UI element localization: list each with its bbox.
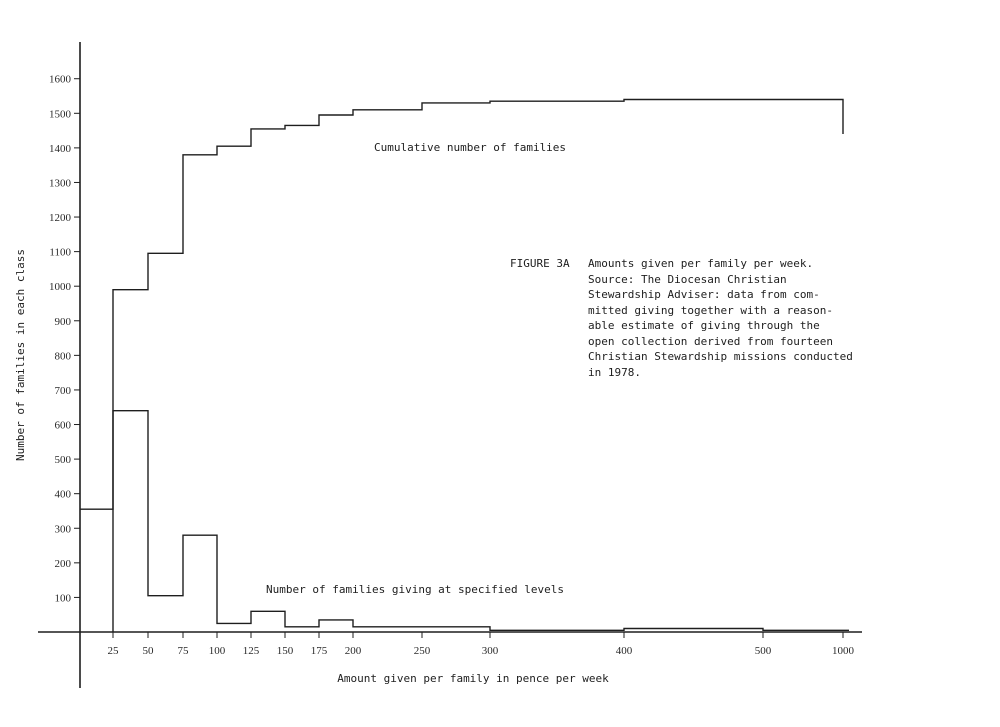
y-tick-label: 1500 <box>49 108 71 121</box>
y-axis-label: Number of families in each class <box>14 249 27 461</box>
figure-number: FIGURE 3A <box>510 257 570 270</box>
y-tick-label: 1200 <box>49 212 71 225</box>
caption-line: Stewardship Adviser: data from com- <box>588 288 820 301</box>
y-tick-label: 500 <box>54 454 71 467</box>
y-tick-label: 1400 <box>49 142 71 155</box>
y-tick-label: 400 <box>54 488 71 501</box>
caption-line: Source: The Diocesan Christian <box>588 272 787 286</box>
x-tick-label: 300 <box>481 645 499 657</box>
y-tick-label: 1000 <box>49 281 71 294</box>
x-tick-label: 200 <box>344 645 362 657</box>
y-tick-label: 300 <box>54 523 71 536</box>
x-tick-label: 25 <box>107 645 119 657</box>
x-tick-label: 150 <box>276 645 294 657</box>
x-tick-label: 175 <box>310 645 328 657</box>
y-tick-label: 1600 <box>49 73 71 86</box>
caption-text <box>588 256 888 380</box>
x-tick-label: 50 <box>142 645 154 657</box>
x-axis-label: Amount given per family in pence per week <box>337 672 609 685</box>
y-tick-label: 200 <box>54 557 71 570</box>
caption-line: open collection derived from fourteen <box>588 334 834 348</box>
y-tick-label: 800 <box>54 350 71 363</box>
y-tick-label: 1100 <box>49 246 71 259</box>
series-label-specified-levels: Number of families giving at specified levels <box>266 583 565 596</box>
y-tick-label: 700 <box>54 384 71 397</box>
x-tick-label: 250 <box>413 645 431 657</box>
caption-line: Amounts given per family per week. <box>588 257 814 270</box>
y-tick-label: 900 <box>54 315 71 328</box>
x-tick-label: 100 <box>208 645 226 657</box>
y-axis-ticks <box>49 74 80 605</box>
caption-line: Christian Stewardship missions conducted <box>588 350 853 363</box>
caption-line: in 1978. <box>588 365 641 379</box>
families-at-level-line <box>80 411 849 631</box>
x-tick-label: 400 <box>615 645 633 657</box>
x-tick-label: 500 <box>754 645 772 657</box>
caption-line: able estimate of giving through the <box>588 319 820 332</box>
caption-line: mitted giving together with a reason- <box>588 303 834 317</box>
series-label-cumulative: Cumulative number of families <box>374 141 567 154</box>
y-tick-label: 600 <box>54 419 71 432</box>
y-tick-label: 1300 <box>49 177 71 190</box>
x-axis-ticks <box>108 632 855 657</box>
x-tick-label: 1000 <box>832 645 854 657</box>
x-tick-label: 125 <box>242 645 260 657</box>
y-tick-label: 100 <box>54 592 71 605</box>
x-tick-label: 75 <box>177 645 189 657</box>
